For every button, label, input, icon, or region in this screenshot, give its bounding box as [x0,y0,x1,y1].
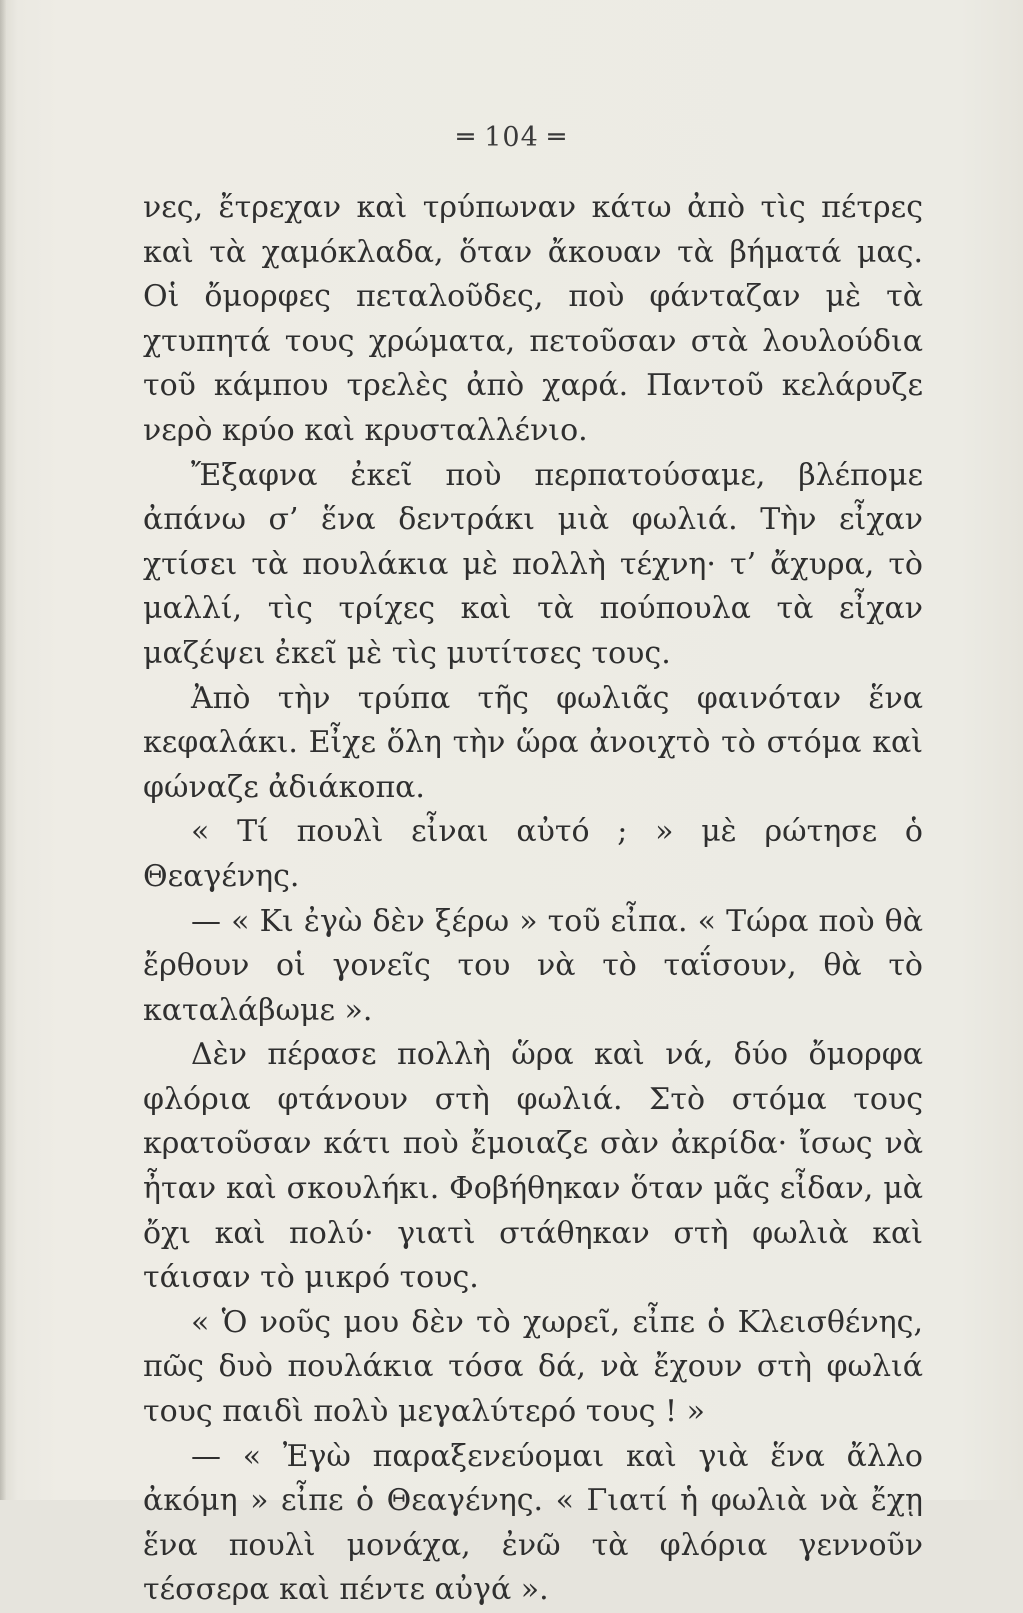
paragraph-5: — « Κι ἐγὼ δὲν ξέρω » τοῦ εἶπα. « Τώρα ποὺ θὰ ἔρθουν οἱ γονεῖς του νὰ τὸ ταΐσουν, θὰ τὸ καταλάβωμε ». [143,903,923,1028]
paragraph-4: « Τί πουλὶ εἶναι αὐτό ; » μὲ ρώτησε ὁ Θεαγένης. [143,814,923,894]
paragraph-1: νες, ἔτρεχαν καὶ τρύπωναν κάτω ἀπὸ τὶς πέτρες καὶ τὰ χαμόκλαδα, ὅταν ἄκουαν τὰ βήματά μας. Οἱ ὄμορφες πεταλοῦδες, ποὺ φάνταζαν μὲ τὰ χτυπητά τους χρώματα, πετοῦσαν στὰ λουλούδια τοῦ κάμπου τρελὲς ἀπὸ χαρά. Παντοῦ κελάρυζε νερὸ κρύο καὶ κρυσταλλένιο. [143,190,923,448]
binding-edge [0,0,6,1500]
paragraph-8: — « Ἐγὼ παραξενεύομαι καὶ γιὰ ἕνα ἄλλο ἀκόμη » εἶπε ὁ Θεαγένης. « Γιατί ἡ φωλιὰ νὰ ἔχῃ ἕνα πουλὶ μονάχα, ἐνῶ τὰ φλόρια γεννοῦν τέσσερα καὶ πέντε αὐγά ». [143,1438,923,1608]
paragraph-2: Ἔξαφνα ἐκεῖ ποὺ περπατούσαμε, βλέπομε ἀπάνω σ’ ἕνα δεντράκι μιὰ φωλιά. Τὴν εἶχαν χτίσει τὰ πουλάκια μὲ πολλὴ τέχνη· τ’ ἄχυρα, τὸ μαλλί, τὶς τρίχες καὶ τὰ πούπουλα τὰ εἶχαν μαζέψει ἐκεῖ μὲ τὶς μυτίτσες τους. [143,457,923,671]
paragraph-7: « Ὁ νοῦς μου δὲν τὸ χωρεῖ, εἶπε ὁ Κλεισθένης, πῶς δυὸ πουλάκια τόσα δά, νὰ ἔχουν στὴ φωλιά τους παιδὶ πολὺ μεγαλύτερό τους ! » [143,1304,923,1430]
page-number: ═ 104 ═ [457,122,566,153]
body-text [143,186,923,1613]
paragraph-3: Ἀπὸ τὴν τρύπα τῆς φωλιᾶς φαινόταν ἕνα κεφαλάκι. Εἶχε ὅλη τὴν ὥρα ἀνοιχτὸ τὸ στόμα καὶ φώναζε ἀδιάκοπα. [143,680,923,805]
paragraph-6: Δὲν πέρασε πολλὴ ὥρα καὶ νά, δύο ὄμορφα φλόρια φτάνουν στὴ φωλιά. Στὸ στόμα τους κρατοῦσαν κάτι ποὺ ἔμοιαζε σὰν ἀκρίδα· ἴσως νὰ ἦταν καὶ σκουλήκι. Φοβήθηκαν ὅταν μᾶς εἶδαν, μὰ ὄχι καὶ πολύ· γιατὶ στάθηκαν στὴ φωλιὰ καὶ τάισαν τὸ μικρό τους. [143,1037,923,1296]
